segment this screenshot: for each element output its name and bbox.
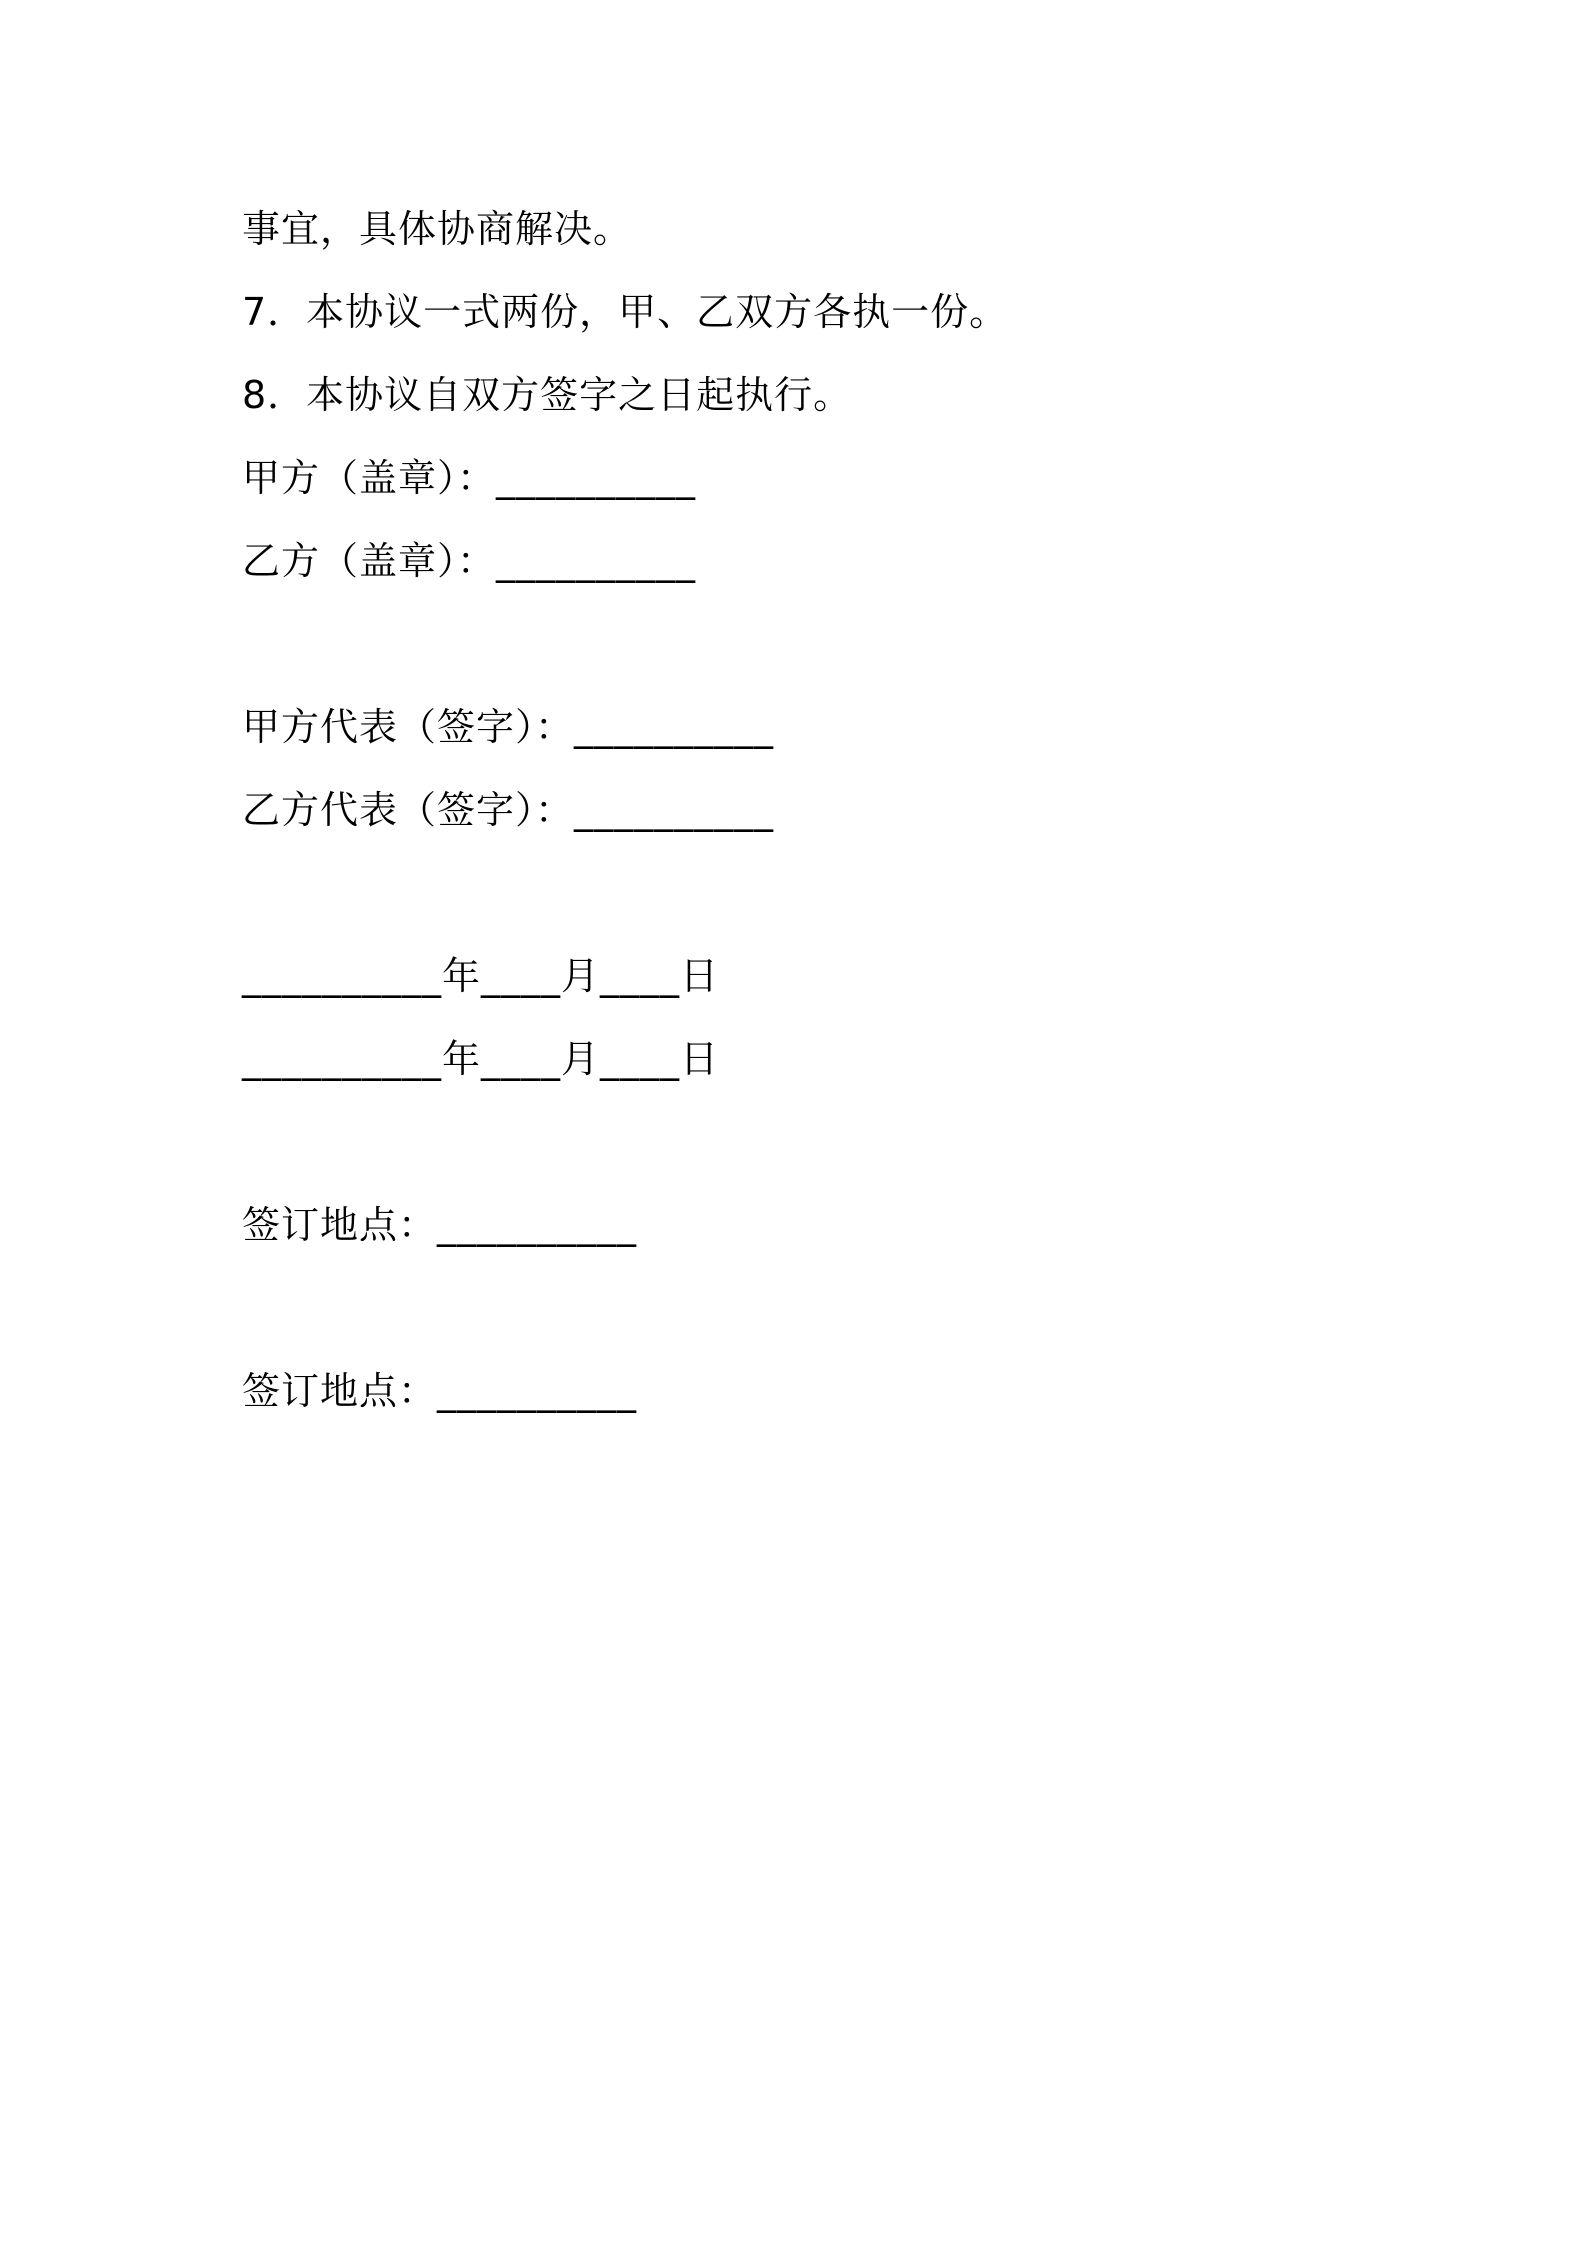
clause-8: 8．本协议自双方签字之日起执行。 — [242, 373, 853, 417]
party-a-representative-signature-field: 甲方代表（签字）：__________ — [242, 705, 775, 749]
date-field-2: __________年____月____日 — [242, 1037, 720, 1081]
clause-continuation: 事宜，具体协商解决。 — [242, 207, 633, 251]
signing-location-field-2: 签订地点：__________ — [242, 1369, 638, 1413]
party-b-representative-signature-field: 乙方代表（签字）：__________ — [242, 788, 775, 832]
party-b-seal-field: 乙方（盖章）：__________ — [242, 539, 697, 583]
clause-7: 7．本协议一式两份，甲、乙双方各执一份。 — [242, 290, 1009, 334]
signing-location-field-1: 签订地点：__________ — [242, 1203, 638, 1247]
party-a-seal-field: 甲方（盖章）：__________ — [242, 456, 697, 500]
date-field-1: __________年____月____日 — [242, 954, 720, 998]
